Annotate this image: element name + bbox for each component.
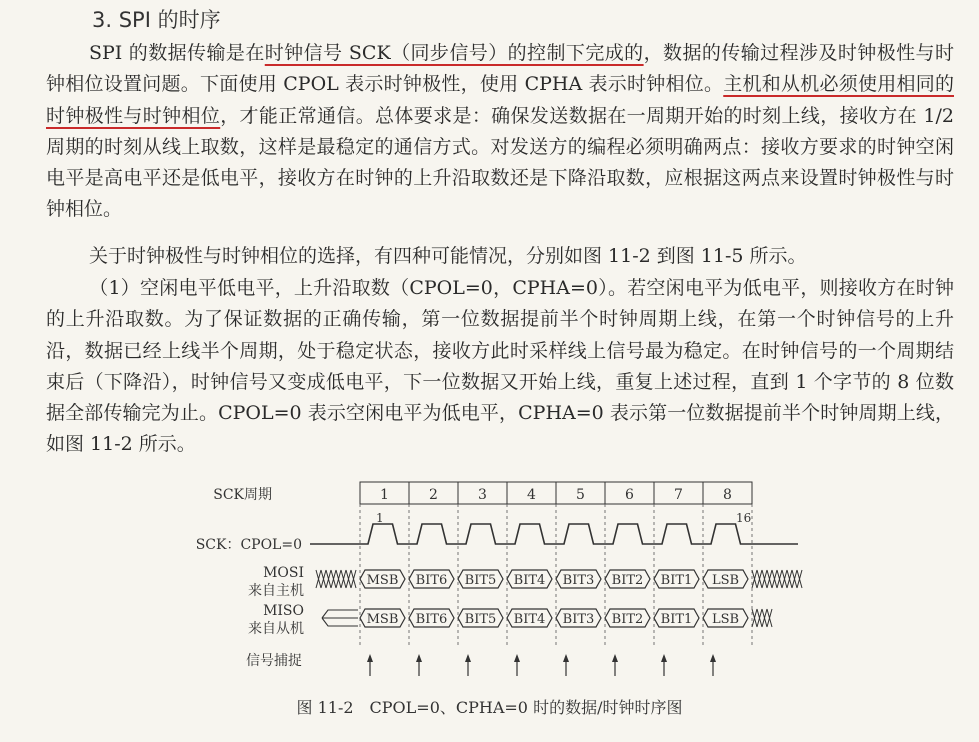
capture-arrow-head [416,654,422,662]
sck-period-label: SCK周期 [213,487,272,503]
capture-arrow-head [661,654,667,662]
capture-arrow-head [710,654,716,662]
capture-arrow-head [514,654,520,662]
miso-hatch [762,609,767,627]
miso-bit-label: BIT6 [415,612,448,627]
p1-text-1: SPI 的数据传输是在 [89,42,265,64]
sck-period-number: 3 [478,487,487,503]
capture-arrows [367,654,716,676]
mosi-hatch [762,570,767,588]
mosi-hatch [346,570,351,588]
mosi-hatch [331,570,336,588]
capture-arrow-head [465,654,471,662]
miso-hatch [752,609,757,627]
sck-period-number: 5 [576,487,585,503]
mosi-hatch [797,570,802,588]
mosi-bus [316,570,802,588]
capture-arrow-head [367,654,373,662]
capture-arrow-head [612,654,618,662]
paragraph-case-1 [46,273,954,461]
miso-label: MISO [263,603,304,619]
sck-period-number: 7 [674,487,683,503]
mosi-hatch [787,570,792,588]
mosi-hatch [772,570,777,588]
mosi-bit-label: BIT3 [562,573,595,588]
miso-bit-label: MSB [366,612,399,627]
edge-label-last: 16 [736,511,752,525]
timing-diagram [180,478,820,698]
miso-bit-label: LSB [711,612,740,627]
miso-bit-label: BIT2 [611,612,644,627]
mosi-hatch [336,570,341,588]
mosi-hatch [752,570,757,588]
mosi-source-label: 来自主机 [248,583,304,599]
mosi-bit-label: BIT6 [415,573,448,588]
p1-underlined-1: 时钟信号 SCK（同步信号）的控制下完成的 [264,42,644,64]
p3-text: （1）空闲电平低电平，上升沿取数（CPOL=0，CPHA=0）。若空闲电平为低电平，则接收方在时钟的上升沿取数。为了保证数据的正确传输，第一位数据提前半个时钟周期上线，在第一个时钟信号的上升沿，数据已经上线半个周期，处于稳定状态，接收方此时采样线上信号最为稳定。在时钟信号的一个周期结束后（下降沿），时钟信号又变成低电平，下一位数据又开始上线，重复上述过程，直到 1 个字节的 8 位数据全部传输完为止。CPOL=0 表示空闲电平为低电平，CPHA=0 表示第一位数据提前半个时钟周期上线，如图 11-2 所示。 [46,277,954,456]
mosi-bit-label: BIT4 [513,573,546,588]
sck-period-number: 4 [527,487,536,503]
mosi-hatch [341,570,346,588]
sck-period-number: 2 [429,487,438,503]
p1-text-3: ，才能正常通信。总体要求是：确保发送数据在一周期开始的时刻上线，接收方在 1/2 周期的时刻从线上取数，这样是最稳定的通信方式。对发送方的编程必须明确两点：接收方要求的时钟空闲电平是高电平还是低电平，接收方在时钟的上升沿取数还是下降沿取数，应根据这两点来设置时钟极性与时钟相位。 [46,104,954,221]
miso-lead-line [322,610,358,626]
miso-hatch [757,609,762,627]
sck-label: SCK：CPOL=0 [195,537,302,553]
paragraph-four-cases [46,241,954,272]
p2-text: 关于时钟极性与时钟相位的选择，有四种可能情况，分别如图 11-2 到图 11-5 所示。 [89,245,807,267]
mosi-hatch [326,570,331,588]
section-heading: 3. SPI 的时序 [92,8,221,32]
edge-label-first: 1 [376,511,384,525]
miso-bus [322,609,772,627]
mosi-label: MOSI [263,565,304,581]
mosi-hatch [316,570,321,588]
mosi-hatch [757,570,762,588]
mosi-hatch [792,570,797,588]
miso-source-label: 来自从机 [248,621,304,637]
mosi-hatch [782,570,787,588]
sck-period-number: 6 [625,487,634,503]
mosi-hatch [351,570,356,588]
mosi-hatch [777,570,782,588]
mosi-bit-label: LSB [711,573,740,588]
sck-wave-path [310,524,798,544]
mosi-bit-label: MSB [366,573,399,588]
figure-caption: 图 11-2 CPOL=0、CPHA=0 时的数据/时钟时序图 [296,698,683,717]
mosi-bit-label: BIT2 [611,573,644,588]
paragraph-spi-intro [46,38,954,226]
mosi-bit-label: BIT1 [660,573,693,588]
mosi-bit-label: BIT5 [464,573,497,588]
mosi-hatch [321,570,326,588]
miso-bit-label: BIT1 [660,612,693,627]
miso-bit-label: BIT5 [464,612,497,627]
miso-hatch [767,609,772,627]
miso-bit-label: BIT4 [513,612,546,627]
sck-waveform [310,524,798,544]
sck-period-number: 8 [723,487,732,503]
p1-text-2: ，数据的传输过程涉及时钟极性与时钟相位设置问题。下面使用 CPOL 表示时钟极性，使用 CPHA 表示时钟相位。 [46,42,954,96]
sck-period-number: 1 [380,487,389,503]
miso-bit-label: BIT3 [562,612,595,627]
capture-arrow-head [563,654,569,662]
p1-underlined-2: 主机和从机必须使用相同的时钟极性与时钟相位 [46,73,954,127]
mosi-hatch [767,570,772,588]
capture-label: 信号捕捉 [246,653,302,669]
